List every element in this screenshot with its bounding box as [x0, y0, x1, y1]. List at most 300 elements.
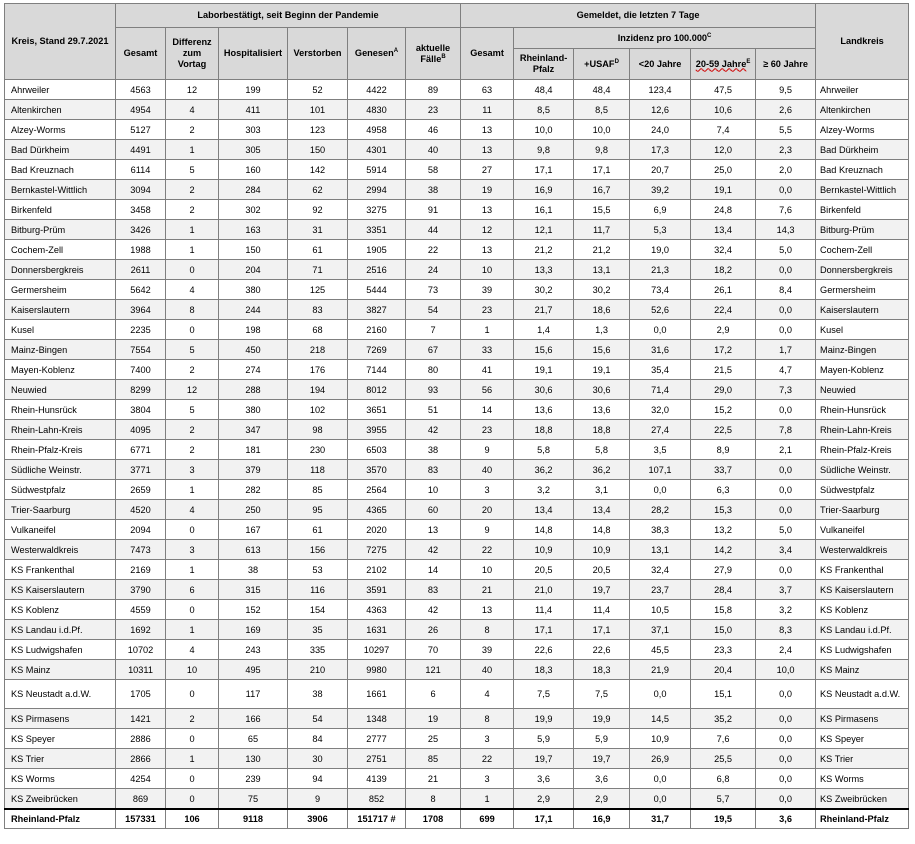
cell-hospitalisiert: 152: [219, 600, 288, 620]
cell-landkreis: Südliche Weinstr.: [816, 460, 909, 480]
cell-gesamt: 4254: [116, 769, 166, 789]
cell-over-60: 0,0: [756, 460, 816, 480]
cell-landkreis: KS Worms: [816, 769, 909, 789]
cell-20-59: 6,3: [691, 480, 756, 500]
cell-inzidenz-rlp: 16,9: [514, 180, 574, 200]
cell-verstorben: 9: [288, 789, 348, 810]
cell-landkreis: Rhein-Lahn-Kreis: [816, 420, 909, 440]
cell-kreis: Rheinland-Pfalz: [5, 809, 116, 829]
cell-under-20: 20,7: [630, 160, 691, 180]
cell-differenz: 3: [166, 460, 219, 480]
cell-gesamt-7-tage: 3: [461, 769, 514, 789]
header-inzidenz-usaf: $+USAF^D$: [574, 49, 630, 80]
cell-20-59: 12,0: [691, 140, 756, 160]
cell-gesamt-7-tage: 14: [461, 400, 514, 420]
cell-hospitalisiert: 250: [219, 500, 288, 520]
header-inzidenz-rlp: Rheinland-Pfalz: [514, 49, 574, 80]
cell-genesen: 5444: [348, 280, 406, 300]
cell-differenz: 0: [166, 680, 219, 709]
cell-landkreis: Cochem-Zell: [816, 240, 909, 260]
cell-kreis: Cochem-Zell: [5, 240, 116, 260]
cell-over-60: 7,8: [756, 420, 816, 440]
cell-inzidenz-usaf: 15,5: [574, 200, 630, 220]
table-row: [5, 140, 909, 160]
cell-differenz: 0: [166, 320, 219, 340]
cell-aktuelle-faelle: 58: [406, 160, 461, 180]
cell-inzidenz-rlp: 17,1: [514, 620, 574, 640]
cell-20-59: 15,0: [691, 620, 756, 640]
cell-differenz: 0: [166, 520, 219, 540]
cell-aktuelle-faelle: 1708: [406, 809, 461, 829]
cell-landkreis: Kusel: [816, 320, 909, 340]
header-gemeldet: Gemeldet, die letzten 7 Tage: [461, 4, 816, 28]
cell-20-59: 28,4: [691, 580, 756, 600]
cell-inzidenz-usaf: 10,9: [574, 540, 630, 560]
cell-over-60: 14,3: [756, 220, 816, 240]
cell-kreis: Südwestpfalz: [5, 480, 116, 500]
cell-gesamt-7-tage: 19: [461, 180, 514, 200]
cell-aktuelle-faelle: 42: [406, 600, 461, 620]
cell-verstorben: 84: [288, 729, 348, 749]
cell-20-59: 2,9: [691, 320, 756, 340]
cell-verstorben: 85: [288, 480, 348, 500]
cell-verstorben: 176: [288, 360, 348, 380]
cell-over-60: 0,0: [756, 709, 816, 729]
cell-inzidenz-usaf: 18,8: [574, 420, 630, 440]
cell-differenz: 2: [166, 180, 219, 200]
cell-inzidenz-usaf: 5,9: [574, 729, 630, 749]
cell-inzidenz-usaf: 13,1: [574, 260, 630, 280]
cell-under-20: 123,4: [630, 80, 691, 100]
header-laborbestaetigt: Laborbestätigt, seit Beginn der Pandemie: [116, 4, 461, 28]
cell-landkreis: KS Pirmasens: [816, 709, 909, 729]
cell-differenz: 2: [166, 440, 219, 460]
cell-landkreis: Rhein-Hunsrück: [816, 400, 909, 420]
table-row: [5, 280, 909, 300]
cell-genesen: 2102: [348, 560, 406, 580]
cell-inzidenz-usaf: 17,1: [574, 620, 630, 640]
header-differenz: Differenz zum Vortag: [166, 28, 219, 80]
cell-verstorben: 68: [288, 320, 348, 340]
cell-20-59: 19,1: [691, 180, 756, 200]
cell-gesamt: 7473: [116, 540, 166, 560]
cell-landkreis: Mayen-Koblenz: [816, 360, 909, 380]
cell-kreis: Mayen-Koblenz: [5, 360, 116, 380]
header-aktuelle-faelle: aktuelle Fälle$^B$: [406, 28, 461, 80]
cell-hospitalisiert: 75: [219, 789, 288, 810]
cell-gesamt-7-tage: 9: [461, 520, 514, 540]
cell-under-20: 3,5: [630, 440, 691, 460]
cell-genesen: 1661: [348, 680, 406, 709]
cell-genesen: 2994: [348, 180, 406, 200]
cell-hospitalisiert: 181: [219, 440, 288, 460]
cell-inzidenz-rlp: 3,2: [514, 480, 574, 500]
cell-inzidenz-usaf: 9,8: [574, 140, 630, 160]
cell-inzidenz-usaf: 22,6: [574, 640, 630, 660]
cell-gesamt: 157331: [116, 809, 166, 829]
cell-gesamt: 3094: [116, 180, 166, 200]
cell-genesen: 3651: [348, 400, 406, 420]
table-row: [5, 440, 909, 460]
cell-kreis: KS Frankenthal: [5, 560, 116, 580]
cell-under-20: 39,2: [630, 180, 691, 200]
cell-kreis: Mainz-Bingen: [5, 340, 116, 360]
cell-hospitalisiert: 163: [219, 220, 288, 240]
cell-under-20: 24,0: [630, 120, 691, 140]
cell-aktuelle-faelle: 121: [406, 660, 461, 680]
cell-kreis: KS Landau i.d.Pf.: [5, 620, 116, 640]
cell-hospitalisiert: 198: [219, 320, 288, 340]
cell-landkreis: Birkenfeld: [816, 200, 909, 220]
cell-landkreis: Vulkaneifel: [816, 520, 909, 540]
cell-landkreis: Kaiserslautern: [816, 300, 909, 320]
cell-genesen: 4830: [348, 100, 406, 120]
cell-over-60: 0,0: [756, 769, 816, 789]
cell-under-20: 28,2: [630, 500, 691, 520]
cell-inzidenz-rlp: 17,1: [514, 809, 574, 829]
cell-landkreis: KS Speyer: [816, 729, 909, 749]
cell-over-60: 5,0: [756, 240, 816, 260]
cell-under-20: 17,3: [630, 140, 691, 160]
cell-20-59: 29,0: [691, 380, 756, 400]
cell-verstorben: 92: [288, 200, 348, 220]
table-row: [5, 240, 909, 260]
cell-gesamt: 1421: [116, 709, 166, 729]
cell-inzidenz-rlp: 22,6: [514, 640, 574, 660]
cell-hospitalisiert: 9118: [219, 809, 288, 829]
cell-genesen: 1631: [348, 620, 406, 640]
cell-verstorben: 61: [288, 240, 348, 260]
cell-differenz: 4: [166, 640, 219, 660]
cell-gesamt: 4520: [116, 500, 166, 520]
cell-differenz: 1: [166, 240, 219, 260]
cell-genesen: 2020: [348, 520, 406, 540]
cell-inzidenz-usaf: 15,6: [574, 340, 630, 360]
cell-hospitalisiert: 305: [219, 140, 288, 160]
cell-genesen: 7269: [348, 340, 406, 360]
cell-inzidenz-usaf: 7,5: [574, 680, 630, 709]
cell-verstorben: 83: [288, 300, 348, 320]
cell-aktuelle-faelle: 38: [406, 440, 461, 460]
table-row: [5, 100, 909, 120]
cell-gesamt-7-tage: 10: [461, 260, 514, 280]
header-inzidenz: Inzidenz pro $100.000^C$: [514, 28, 816, 49]
cell-landkreis: KS Neustadt a.d.W.: [816, 680, 909, 709]
cell-verstorben: 95: [288, 500, 348, 520]
cell-gesamt: 1692: [116, 620, 166, 640]
cell-over-60: 0,0: [756, 180, 816, 200]
cell-gesamt-7-tage: 1: [461, 789, 514, 810]
cell-over-60: 0,0: [756, 400, 816, 420]
cell-landkreis: Germersheim: [816, 280, 909, 300]
cell-over-60: 1,7: [756, 340, 816, 360]
cell-under-20: 38,3: [630, 520, 691, 540]
cell-differenz: 4: [166, 280, 219, 300]
cell-genesen: 9980: [348, 660, 406, 680]
cell-over-60: 2,1: [756, 440, 816, 460]
cell-gesamt-7-tage: 22: [461, 540, 514, 560]
cell-aktuelle-faelle: 6: [406, 680, 461, 709]
cell-inzidenz-rlp: 13,3: [514, 260, 574, 280]
cell-differenz: 4: [166, 500, 219, 520]
cell-inzidenz-usaf: 19,1: [574, 360, 630, 380]
cell-differenz: 1: [166, 480, 219, 500]
cell-kreis: KS Koblenz: [5, 600, 116, 620]
cell-inzidenz-rlp: 7,5: [514, 680, 574, 709]
cell-genesen: 3955: [348, 420, 406, 440]
cell-aktuelle-faelle: 89: [406, 80, 461, 100]
cell-over-60: 0,0: [756, 260, 816, 280]
table-row: [5, 480, 909, 500]
cell-20-59: 14,2: [691, 540, 756, 560]
table-row: [5, 540, 909, 560]
cell-genesen: 4958: [348, 120, 406, 140]
cell-20-59: 5,7: [691, 789, 756, 810]
cell-hospitalisiert: 411: [219, 100, 288, 120]
cell-genesen: 4363: [348, 600, 406, 620]
cell-20-59: 22,4: [691, 300, 756, 320]
cell-under-20: 0,0: [630, 320, 691, 340]
cell-landkreis: Bad Kreuznach: [816, 160, 909, 180]
cell-hospitalisiert: 303: [219, 120, 288, 140]
table-row: [5, 200, 909, 220]
cell-landkreis: KS Koblenz: [816, 600, 909, 620]
cell-differenz: 8: [166, 300, 219, 320]
cell-20-59: 15,1: [691, 680, 756, 709]
cell-landkreis: Bad Dürkheim: [816, 140, 909, 160]
cell-gesamt: 2611: [116, 260, 166, 280]
cell-hospitalisiert: 166: [219, 709, 288, 729]
cell-aktuelle-faelle: 24: [406, 260, 461, 280]
table-row: [5, 500, 909, 520]
cell-inzidenz-usaf: 3,6: [574, 769, 630, 789]
table-row: [5, 80, 909, 100]
cell-aktuelle-faelle: 67: [406, 340, 461, 360]
cell-kreis: Altenkirchen: [5, 100, 116, 120]
cell-inzidenz-usaf: 1,3: [574, 320, 630, 340]
cell-over-60: 2,3: [756, 140, 816, 160]
cell-20-59: 6,8: [691, 769, 756, 789]
cell-genesen: 2564: [348, 480, 406, 500]
cell-kreis: Donnersbergkreis: [5, 260, 116, 280]
cell-genesen: 3275: [348, 200, 406, 220]
cell-differenz: 4: [166, 100, 219, 120]
cell-gesamt: 1988: [116, 240, 166, 260]
header-gesamt: Gesamt: [116, 28, 166, 80]
cell-gesamt: 2235: [116, 320, 166, 340]
cell-kreis: KS Worms: [5, 769, 116, 789]
cell-aktuelle-faelle: 21: [406, 769, 461, 789]
cell-inzidenz-usaf: 13,6: [574, 400, 630, 420]
cell-verstorben: 94: [288, 769, 348, 789]
cell-kreis: Bad Dürkheim: [5, 140, 116, 160]
cell-inzidenz-usaf: 3,1: [574, 480, 630, 500]
cell-genesen: 4422: [348, 80, 406, 100]
cell-genesen: 7144: [348, 360, 406, 380]
cell-aktuelle-faelle: 38: [406, 180, 461, 200]
cell-over-60: 3,6: [756, 809, 816, 829]
cell-under-20: 32,0: [630, 400, 691, 420]
table-row: [5, 340, 909, 360]
cell-20-59: 24,8: [691, 200, 756, 220]
cell-20-59: 15,2: [691, 400, 756, 420]
cell-20-59: 19,5: [691, 809, 756, 829]
cell-verstorben: 3906: [288, 809, 348, 829]
cell-inzidenz-rlp: 3,6: [514, 769, 574, 789]
cell-landkreis: Südwestpfalz: [816, 480, 909, 500]
cell-genesen: 2160: [348, 320, 406, 340]
cell-gesamt-7-tage: 56: [461, 380, 514, 400]
cell-aktuelle-faelle: 93: [406, 380, 461, 400]
cell-hospitalisiert: 495: [219, 660, 288, 680]
cell-inzidenz-rlp: 18,3: [514, 660, 574, 680]
cell-differenz: 2: [166, 120, 219, 140]
cell-differenz: 0: [166, 789, 219, 810]
cell-verstorben: 194: [288, 380, 348, 400]
cell-inzidenz-rlp: 5,8: [514, 440, 574, 460]
cell-gesamt-7-tage: 9: [461, 440, 514, 460]
cell-gesamt-7-tage: 699: [461, 809, 514, 829]
cell-differenz: 0: [166, 260, 219, 280]
cell-landkreis: Rheinland-Pfalz: [816, 809, 909, 829]
cell-inzidenz-usaf: 17,1: [574, 160, 630, 180]
cell-verstorben: 123: [288, 120, 348, 140]
cell-gesamt-7-tage: 13: [461, 200, 514, 220]
cell-differenz: 10: [166, 660, 219, 680]
cell-gesamt-7-tage: 39: [461, 640, 514, 660]
cell-kreis: Birkenfeld: [5, 200, 116, 220]
cell-landkreis: Mainz-Bingen: [816, 340, 909, 360]
cell-over-60: 0,0: [756, 320, 816, 340]
cell-gesamt: 2659: [116, 480, 166, 500]
cell-gesamt: 8299: [116, 380, 166, 400]
cell-aktuelle-faelle: 19: [406, 709, 461, 729]
cell-gesamt-7-tage: 27: [461, 160, 514, 180]
cell-over-60: 7,3: [756, 380, 816, 400]
cell-over-60: 5,0: [756, 520, 816, 540]
cell-20-59: 47,5: [691, 80, 756, 100]
cell-kreis: KS Pirmasens: [5, 709, 116, 729]
cell-aktuelle-faelle: 73: [406, 280, 461, 300]
cell-genesen: 151717 #: [348, 809, 406, 829]
cell-hospitalisiert: 274: [219, 360, 288, 380]
cell-gesamt-7-tage: 21: [461, 580, 514, 600]
cell-gesamt: 4559: [116, 600, 166, 620]
cell-aktuelle-faelle: 10: [406, 480, 461, 500]
cell-gesamt-7-tage: 3: [461, 480, 514, 500]
cell-verstorben: 142: [288, 160, 348, 180]
table-row: [5, 400, 909, 420]
cell-differenz: 2: [166, 420, 219, 440]
cell-differenz: 3: [166, 540, 219, 560]
cell-inzidenz-rlp: 14,8: [514, 520, 574, 540]
cell-genesen: 3351: [348, 220, 406, 240]
cell-gesamt: 6771: [116, 440, 166, 460]
cell-20-59: 17,2: [691, 340, 756, 360]
cell-aktuelle-faelle: 14: [406, 560, 461, 580]
cell-gesamt-7-tage: 40: [461, 460, 514, 480]
cell-kreis: KS Mainz: [5, 660, 116, 680]
cell-gesamt-7-tage: 13: [461, 120, 514, 140]
cell-landkreis: Ahrweiler: [816, 80, 909, 100]
cell-over-60: 8,4: [756, 280, 816, 300]
cell-aktuelle-faelle: 7: [406, 320, 461, 340]
cell-gesamt-7-tage: 8: [461, 709, 514, 729]
cell-20-59: 13,4: [691, 220, 756, 240]
cell-genesen: 3591: [348, 580, 406, 600]
cell-inzidenz-usaf: 36,2: [574, 460, 630, 480]
header-20-59: 20-59 Jahre$^E$: [691, 49, 756, 80]
cell-kreis: KS Trier: [5, 749, 116, 769]
cell-landkreis: KS Frankenthal: [816, 560, 909, 580]
cell-gesamt: 2169: [116, 560, 166, 580]
cell-hospitalisiert: 243: [219, 640, 288, 660]
cell-hospitalisiert: 239: [219, 769, 288, 789]
cell-inzidenz-rlp: 10,0: [514, 120, 574, 140]
cell-differenz: 5: [166, 400, 219, 420]
cell-under-20: 10,5: [630, 600, 691, 620]
table-row: [5, 320, 909, 340]
cell-20-59: 15,8: [691, 600, 756, 620]
cell-inzidenz-rlp: 2,9: [514, 789, 574, 810]
table-row: [5, 729, 909, 749]
cell-aktuelle-faelle: 54: [406, 300, 461, 320]
cell-aktuelle-faelle: 80: [406, 360, 461, 380]
cell-gesamt-7-tage: 13: [461, 240, 514, 260]
cell-over-60: 9,5: [756, 80, 816, 100]
cell-kreis: Alzey-Worms: [5, 120, 116, 140]
table-row: [5, 260, 909, 280]
cell-inzidenz-rlp: 19,9: [514, 709, 574, 729]
table-row: [5, 769, 909, 789]
cell-verstorben: 218: [288, 340, 348, 360]
cell-verstorben: 101: [288, 100, 348, 120]
cell-aktuelle-faelle: 26: [406, 620, 461, 640]
cell-inzidenz-rlp: 21,0: [514, 580, 574, 600]
cell-hospitalisiert: 282: [219, 480, 288, 500]
cell-hospitalisiert: 130: [219, 749, 288, 769]
cell-aktuelle-faelle: 51: [406, 400, 461, 420]
cell-aktuelle-faelle: 42: [406, 420, 461, 440]
cell-kreis: KS Neustadt a.d.W.: [5, 680, 116, 709]
table-row: [5, 660, 909, 680]
cell-kreis: Bernkastel-Wittlich: [5, 180, 116, 200]
cell-under-20: 73,4: [630, 280, 691, 300]
table-row: [5, 420, 909, 440]
cell-gesamt: 3964: [116, 300, 166, 320]
cell-gesamt-7-tage: 23: [461, 300, 514, 320]
cell-landkreis: Trier-Saarburg: [816, 500, 909, 520]
cell-inzidenz-rlp: 48,4: [514, 80, 574, 100]
cell-kreis: Neuwied: [5, 380, 116, 400]
table-row: [5, 360, 909, 380]
cell-landkreis: KS Kaiserslautern: [816, 580, 909, 600]
cell-under-20: 52,6: [630, 300, 691, 320]
cell-verstorben: 35: [288, 620, 348, 640]
cell-differenz: 12: [166, 80, 219, 100]
cell-kreis: Ahrweiler: [5, 80, 116, 100]
cell-gesamt: 6114: [116, 160, 166, 180]
cell-differenz: 1: [166, 140, 219, 160]
cell-verstorben: 98: [288, 420, 348, 440]
cell-over-60: 7,6: [756, 200, 816, 220]
cell-kreis: KS Speyer: [5, 729, 116, 749]
cell-genesen: 3827: [348, 300, 406, 320]
cell-landkreis: KS Mainz: [816, 660, 909, 680]
cell-landkreis: Bitburg-Prüm: [816, 220, 909, 240]
cell-genesen: 2751: [348, 749, 406, 769]
cell-verstorben: 62: [288, 180, 348, 200]
